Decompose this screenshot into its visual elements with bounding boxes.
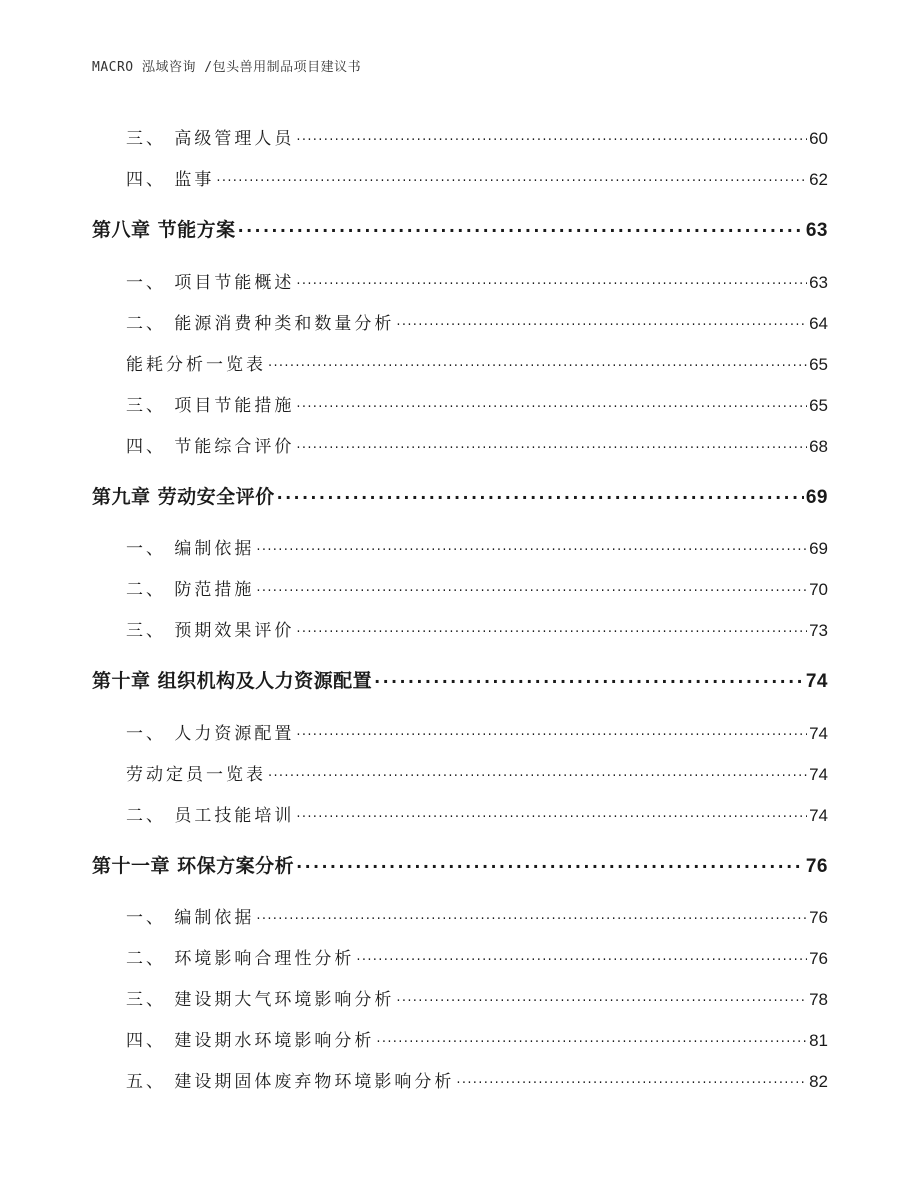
toc-leader-dots [256, 578, 807, 595]
toc-entry-label: 一、 编制依据 [126, 539, 255, 559]
toc-leader-dots [376, 1029, 807, 1046]
toc-entry-page: 76 [809, 908, 828, 927]
toc-entry-page: 68 [809, 437, 828, 456]
toc-entry-label: 三、 预期效果评价 [126, 621, 295, 641]
toc-chapter-entry[interactable] [92, 215, 828, 242]
toc-entry-label: 二、 环境影响合理性分析 [126, 949, 355, 969]
toc-leader-dots [296, 127, 807, 144]
toc-entry[interactable] [126, 350, 828, 375]
toc-entry[interactable] [126, 1026, 828, 1051]
toc-chapter-page: 63 [805, 220, 828, 241]
toc-leader-dots [296, 853, 804, 872]
toc-entry-page: 74 [809, 765, 828, 784]
toc-chapter-page: 69 [805, 487, 828, 508]
toc-entry[interactable] [126, 268, 828, 293]
toc-entry[interactable] [126, 1067, 828, 1092]
toc-entry-label: 二、 防范措施 [126, 580, 255, 600]
toc-entry[interactable] [126, 760, 828, 785]
toc-chapter-entry[interactable] [92, 482, 828, 509]
toc-leader-dots [268, 353, 807, 370]
toc-entry-page: 70 [809, 580, 828, 599]
toc-leader-dots [216, 168, 807, 185]
toc-entry-page: 74 [809, 806, 828, 825]
toc-leader-dots [374, 668, 804, 687]
toc-entry-label: 二、 员工技能培训 [126, 806, 295, 826]
toc-entry-label: 一、 编制依据 [126, 908, 255, 928]
toc-entry[interactable] [126, 719, 828, 744]
toc-chapter-entry[interactable] [92, 851, 828, 878]
toc-entry[interactable] [126, 391, 828, 416]
toc-entry-label: 三、 高级管理人员 [126, 129, 295, 149]
toc-leader-dots [277, 484, 804, 503]
toc-entry-page: 81 [809, 1031, 828, 1050]
toc-entry-page: 63 [809, 273, 828, 292]
toc-entry[interactable] [126, 309, 828, 334]
toc-chapter-page: 74 [805, 671, 828, 692]
toc-entry-label: 能耗分析一览表 [126, 355, 266, 375]
toc-entry[interactable] [126, 903, 828, 928]
toc-leader-dots [296, 722, 807, 739]
toc-entry-label: 二、 能源消费种类和数量分析 [126, 314, 395, 334]
toc-entry[interactable] [126, 985, 828, 1010]
toc-leader-dots [356, 947, 807, 964]
toc-leader-dots [296, 804, 807, 821]
toc-leader-dots [296, 394, 807, 411]
toc-entry-label: 三、 建设期大气环境影响分析 [126, 990, 395, 1010]
toc-entry-page: 82 [809, 1072, 828, 1091]
toc-entry[interactable] [126, 534, 828, 559]
toc-entry-page: 62 [809, 170, 828, 189]
toc-chapter-label: 第十章 组织机构及人力资源配置 [92, 670, 373, 692]
page-header: MACRO 泓域咨询 /包头兽用制品项目建议书 [92, 60, 362, 75]
toc-entry[interactable] [126, 616, 828, 641]
toc-entry-label: 一、 人力资源配置 [126, 724, 295, 744]
toc-leader-dots [296, 435, 807, 452]
toc-entry[interactable] [126, 165, 828, 190]
toc-chapter-label: 第八章 节能方案 [92, 219, 236, 241]
toc-leader-dots [256, 537, 807, 554]
toc-entry-label: 劳动定员一览表 [126, 765, 266, 785]
toc-chapter-label: 第十一章 环保方案分析 [92, 855, 295, 877]
toc-entry[interactable] [126, 432, 828, 457]
toc-leader-dots [396, 312, 807, 329]
toc-entry-page: 64 [809, 314, 828, 333]
toc-entry-page: 65 [809, 355, 828, 374]
toc-chapter-entry[interactable] [92, 666, 828, 693]
toc-leader-dots [456, 1070, 807, 1087]
toc-entry-page: 74 [809, 724, 828, 743]
toc-entry-page: 69 [809, 539, 828, 558]
toc-leader-dots [396, 988, 807, 1005]
toc-entry[interactable] [126, 944, 828, 969]
toc-entry-label: 一、 项目节能概述 [126, 273, 295, 293]
toc-entry[interactable] [126, 575, 828, 600]
toc-entry[interactable] [126, 124, 828, 149]
toc-chapter-label: 第九章 劳动安全评价 [92, 486, 275, 508]
toc-entry-label: 四、 监事 [126, 170, 215, 190]
toc-entry-label: 五、 建设期固体废弃物环境影响分析 [126, 1072, 455, 1092]
toc-leader-dots [256, 906, 807, 923]
toc-leader-dots [296, 619, 807, 636]
toc-entry-page: 60 [809, 129, 828, 148]
toc-leader-dots [296, 271, 807, 288]
toc-entry-page: 73 [809, 621, 828, 640]
toc-entry-label: 三、 项目节能措施 [126, 396, 295, 416]
toc-leader-dots [238, 217, 804, 236]
toc-leader-dots [268, 763, 807, 780]
toc-entry-page: 78 [809, 990, 828, 1009]
toc-entry-page: 76 [809, 949, 828, 968]
toc-entry-label: 四、 建设期水环境影响分析 [126, 1031, 375, 1051]
toc-entry-label: 四、 节能综合评价 [126, 437, 295, 457]
toc-entry-page: 65 [809, 396, 828, 415]
toc-chapter-page: 76 [805, 856, 828, 877]
toc-entry[interactable] [126, 801, 828, 826]
